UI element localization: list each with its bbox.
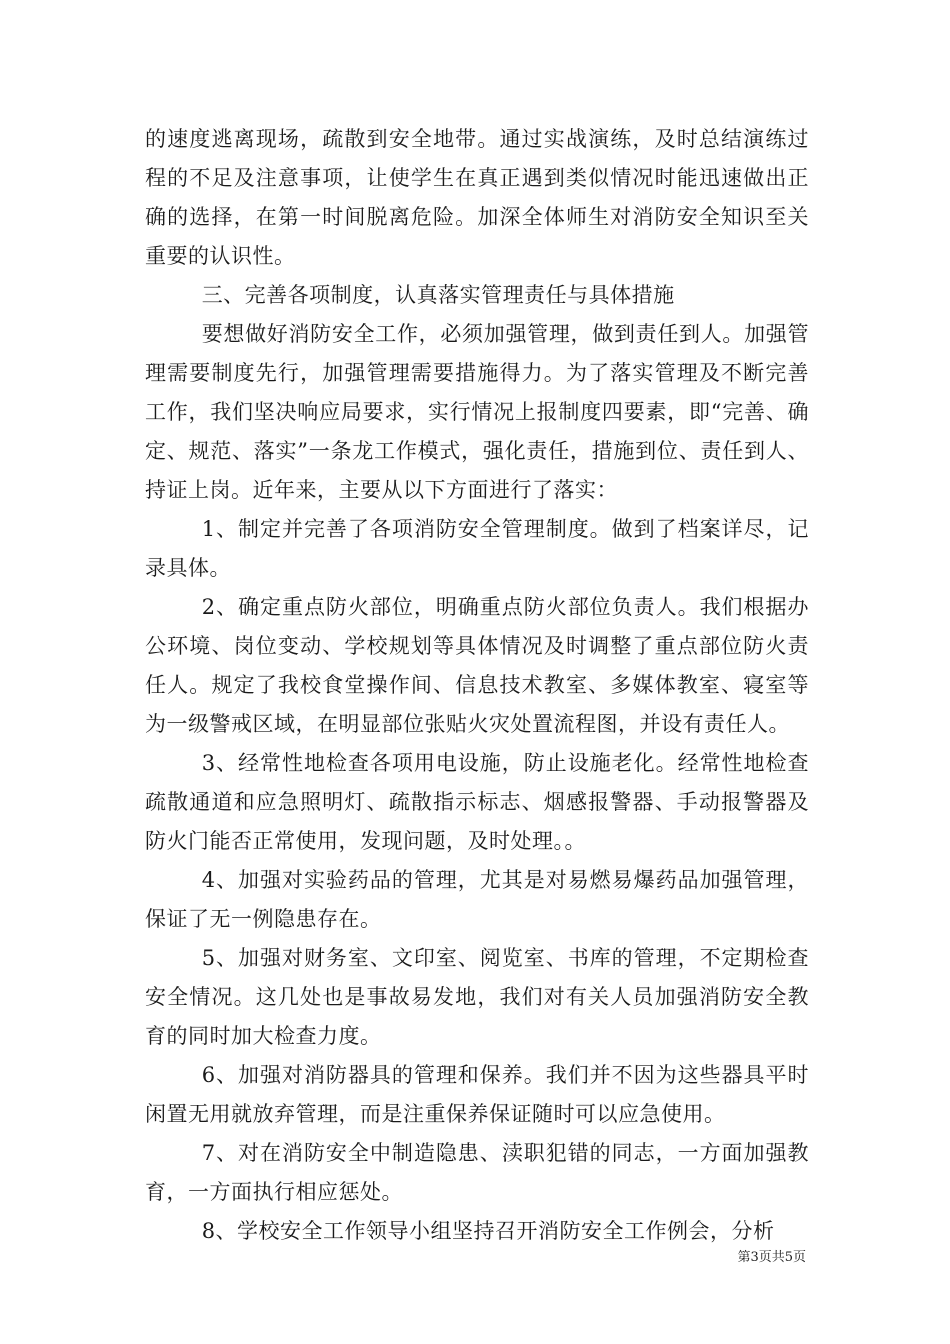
section-heading-3: 三、完善各项制度，认真落实管理责任与具体措施 bbox=[201, 283, 675, 307]
page-number: 第3页共5页 bbox=[737, 1250, 806, 1265]
document-body bbox=[145, 120, 809, 1251]
paragraph-intro: 要想做好消防安全工作，必须加强管理，做到责任到人。加强管理需要制度先行，加强管理需要措施得力。为了落实管理及不断完善工作，我们坚决响应局要求，实行情况上报制度四要素，即“完善、确定、规范、落实”一条龙工作模式，强化责任，措施到位、责任到人、持证上岗。近年来，主要从以下方面进行了落实： bbox=[145, 322, 809, 502]
list-item-5: 5、加强对财务室、文印室、阅览室、书库的管理，不定期检查安全情况。这几处也是事故易发地，我们对有关人员加强消防安全教育的同时加大检查力度。 bbox=[145, 946, 809, 1048]
paragraph-continuation: 的速度逃离现场，疏散到安全地带。通过实战演练，及时总结演练过程的不足及注意事项，让使学生在真正遇到类似情况时能迅速做出正确的选择，在第一时间脱离危险。加深全体师生对消防安全知识至关重要的认识性。 bbox=[145, 127, 809, 268]
list-item-7: 7、对在消防安全中制造隐患、渎职犯错的同志，一方面加强教育，一方面执行相应惩处。 bbox=[145, 1141, 809, 1204]
list-item-3: 3、经常性地检查各项用电设施，防止设施老化。经常性地检查疏散通道和应急照明灯、疏散指示标志、烟感报警器、手动报警器及防火门能否正常使用，发现问题，及时处理。。 bbox=[145, 751, 809, 853]
list-item-8: 8、学校安全工作领导小组坚持召开消防安全工作例会，分析 bbox=[201, 1219, 775, 1243]
list-item-6: 6、加强对消防器具的管理和保养。我们并不因为这些器具平时闲置无用就放弃管理，而是注重保养保证随时可以应急使用。 bbox=[145, 1063, 809, 1126]
list-item-2: 2、确定重点防火部位，明确重点防火部位负责人。我们根据办公环境、岗位变动、学校规划等具体情况及时调整了重点部位防火责任人。规定了我校食堂操作间、信息技术教室、多媒体教室、寝室等为一级警戒区域，在明显部位张贴火灾处置流程图，并设有责任人。 bbox=[145, 595, 809, 736]
list-item-4: 4、加强对实验药品的管理，尤其是对易燃易爆药品加强管理，保证了无一例隐患存在。 bbox=[145, 868, 809, 931]
list-item-1: 1、制定并完善了各项消防安全管理制度。做到了档案详尽，记录具体。 bbox=[145, 517, 809, 580]
